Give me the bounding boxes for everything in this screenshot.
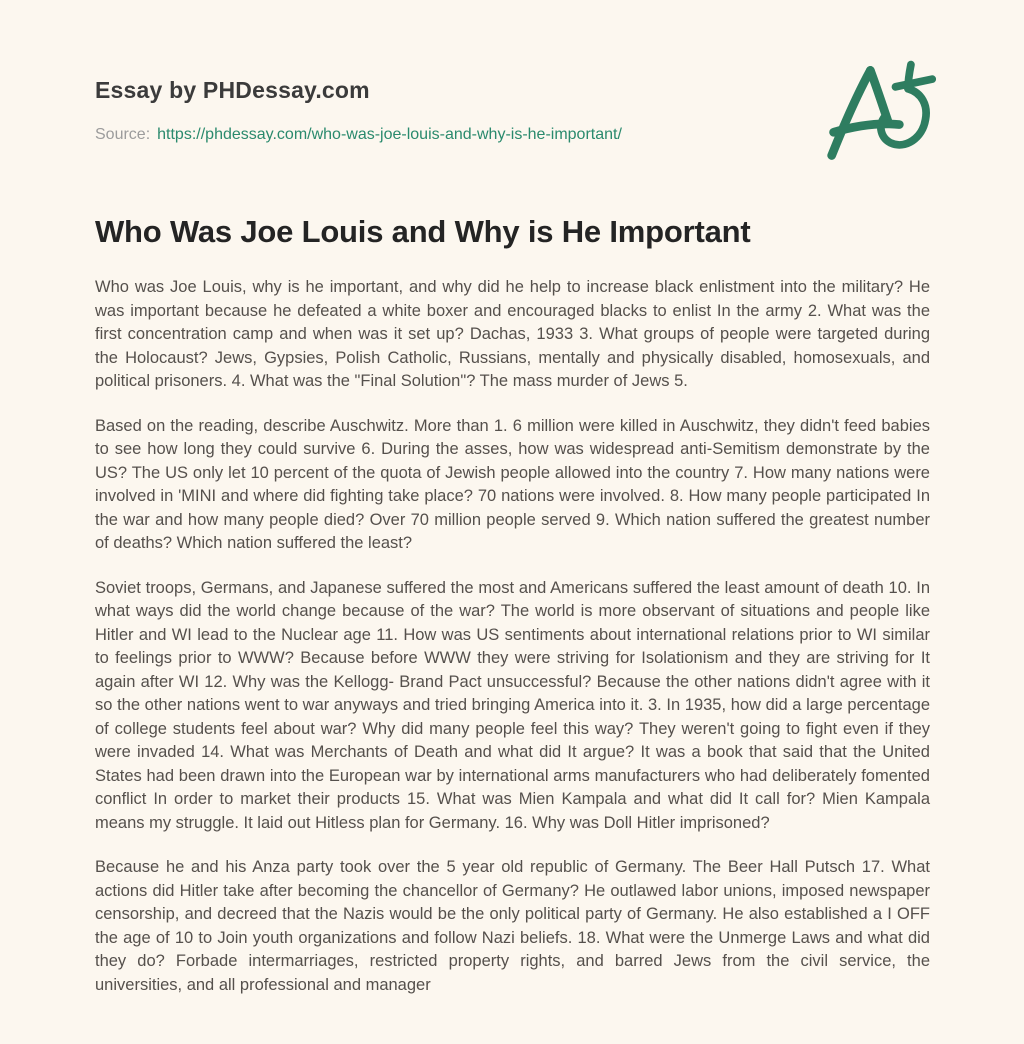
source-line (95, 124, 930, 146)
essay-paragraph-1: Who was Joe Louis, why is he important, and why did he help to increase black enlistment into the military? He was important because he defeated a white boxer and encouraged blacks to enlist In the army 2. What was the first concentration camp and when was it set up? Dachas, 1933 3. What groups of people were targeted during the Holocaust? Jews, Gypsies, Polish Catholic, Russians, mentally and physically disabled, homosexuals, and political prisoners. 4. What was the "Final Solution"? The mass murder of Jews 5. (95, 278, 930, 390)
essay-paragraph-4: Because he and his Anza party took over the 5 year old republic of Germany. The Beer Hall Putsch 17. What actions did Hitler take after becoming the chancellor of Germany? He outlawed labor unions, imposed newspaper censorship, and decreed that the Nazis would be the only political party of Germany. He also established a I OFF the age of 10 to Join youth organizations and follow Nazi beliefs. 18. What were the Unmerge Laws and what did they do? Forbade intermarriages, restricted property rights, and barred Jews from the civil service, the universities, and all professional and manager (95, 858, 930, 994)
essay-title: Who Was Joe Louis and Why is He Important (95, 214, 751, 249)
a-plus-logo-icon (822, 56, 938, 166)
source-label: Source: (95, 126, 151, 143)
essay-paragraph-3: Soviet troops, Germans, and Japanese suffered the most and Americans suffered the least amount of death 10. In what ways did the world change because of the war? The world is more observant of situations and people like Hitler and WI lead to the Nuclear age 11. How was US sentiments about international relations prior to WI similar to feelings prior to WWW? Because before WWW they were striving for Isolationism and they are striving for It again after WI 12. Why was the Kellogg- Brand Pact unsuccessful? Because the other nations didn't agree with it so the other nations went to war anyways and tried bringing America into it. 3. In 1935, how did a large percentage of college students feel about war? Why did many people feel this way? They weren't going to fight even if they were invaded 14. What was Merchants of Death and what did It argue? It was a book that said that the United States had been drawn into the European war by international arms manufacturers who had deliberately fomented conflict In order to market their products 15. What was Mien Kampala and what did It call for? Mien Kampala means my struggle. It laid out Hitless plan for Germany. 16. Why was Doll Hitler imprisoned? (95, 578, 930, 832)
essay-paragraph-2: Based on the reading, describe Auschwitz. More than 1. 6 million were killed in Auschwitz, they didn't feed babies to see how long they could survive 6. During the asses, how was widespread anti-Semitism demonstrate by the US? The US only let 10 percent of the quota of Jewish people allowed into the country 7. How many nations were involved in 'MINI and where did fighting take place? 70 nations were involved. 8. How many people participated In the war and how many people died? Over 70 million people served 9. Which nation suffered the greatest number of deaths? Which nation suffered the least? (95, 416, 930, 552)
source-url-link[interactable]: https://phdessay.com/who-was-joe-louis-and-why-is-he-important/ (157, 126, 622, 143)
site-brand-heading: Essay by PHDessay.com (95, 77, 370, 103)
a-plus-logo (822, 56, 938, 166)
essay-body (95, 276, 930, 997)
